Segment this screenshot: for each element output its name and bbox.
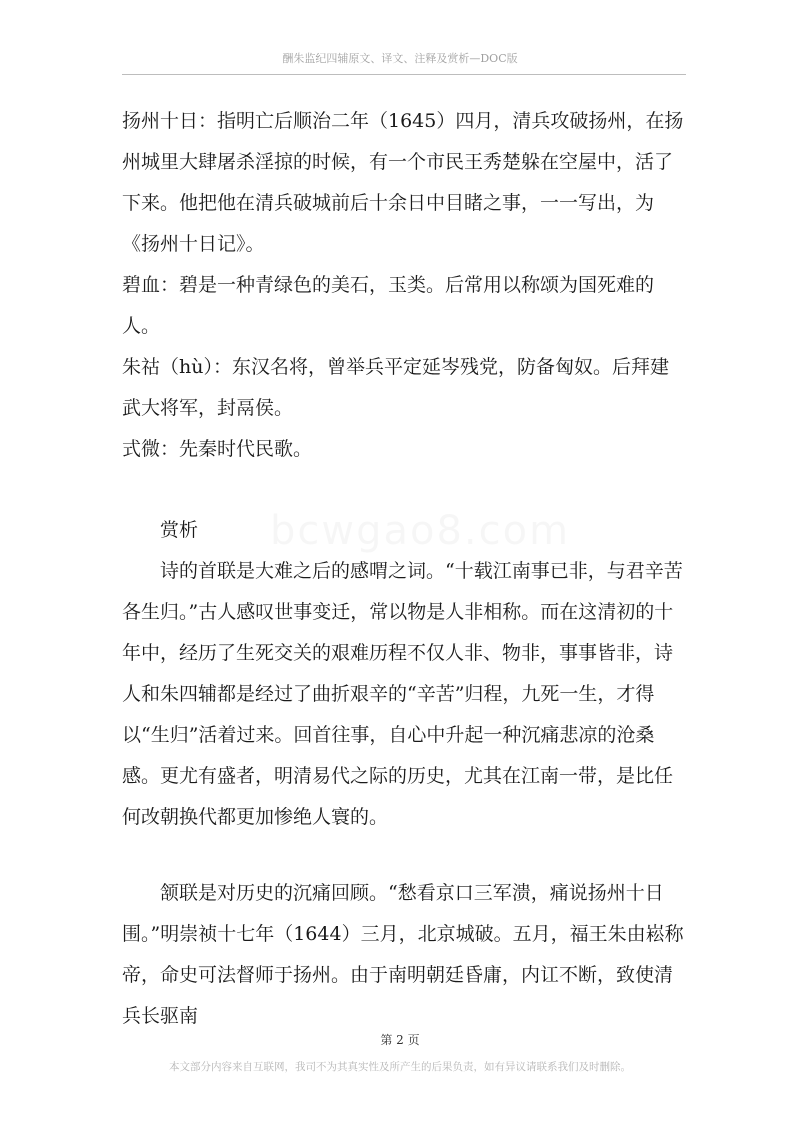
document-header: 酬朱监纪四辅原文、译文、注释及赏析—DOC版 xyxy=(282,52,518,65)
header-divider xyxy=(122,74,686,75)
analysis-paragraph-1: 诗的首联是大难之后的感喟之词。“十载江南事已非，与君辛苦各生归。”古人感叹世事变迁，常以物是人非相称。而在这清初的十年中，经历了生死交关的艰难历程不仅人非、物非，事事皆非，诗人和朱四辅都是经过了曲折艰辛的“辛苦”归程，九死一生，才得以“生归”活着过来。回首往事，自心中升起一种沉痛悲凉的沧桑感。更尤有盛者，明清易代之际的历史，尤其在江南一带，是比任何改朝换代都更加惨绝人寰的。 xyxy=(122,560,683,828)
page-content xyxy=(122,101,686,1037)
analysis-heading: 赏析 xyxy=(160,519,199,541)
section-gap xyxy=(122,470,686,510)
note-yangzhou: 扬州十日：指明亡后顺治二年（1645）四月，清兵攻破扬州，在扬州城里大肆屠杀淫掠的时候，有一个市民王秀楚躲在空屋中，活了下来。他把他在清兵破城前后十余日中目睹之事，一一写出，为《扬州十日记》。 xyxy=(122,110,684,255)
analysis-paragraph-2: 颔联是对历史的沉痛回顾。“愁看京口三军溃，痛说扬州十日围。”明崇祯十七年（1644）三月，北京城破。五月，福王朱由崧称帝，命史可法督师于扬州。由于南明朝廷昏庸，内讧不断，致使清兵长驱南 xyxy=(122,882,684,1027)
page-number: 第 2 页 xyxy=(380,1033,420,1047)
note-zhuhu: 朱祜（hù）：东汉名将，曾举兵平定延岑残党，防备匈奴。后拜建武大将军，封鬲侯。 xyxy=(122,356,669,419)
paragraph-gap xyxy=(122,838,686,873)
note-bixue: 碧血：碧是一种青绿色的美石，玉类。后常用以称颂为国死难的人。 xyxy=(122,274,655,337)
note-shiwei: 式微：先秦时代民歌。 xyxy=(122,438,313,460)
footer-disclaimer: 本文部分内容来自互联网，我司不为其真实性及所产生的后果负责，如有异议请联系我们及时删除。 xyxy=(169,1061,631,1073)
